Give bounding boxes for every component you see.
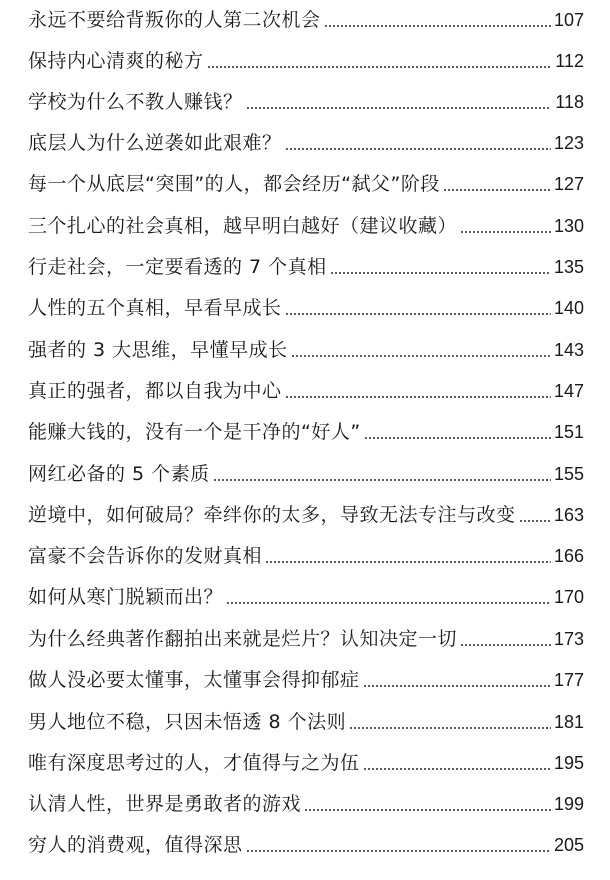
toc-entry-page: 140 <box>553 298 584 318</box>
dot-leader <box>519 520 551 522</box>
toc-entry-title: 保持内心清爽的秘方 <box>28 50 204 72</box>
toc-entry[interactable] <box>28 625 584 653</box>
dot-leader <box>226 602 551 604</box>
toc-entry[interactable] <box>28 253 584 281</box>
dot-leader <box>291 355 551 357</box>
toc-entry-page: 147 <box>553 381 584 401</box>
toc-entry-title: 人性的五个真相，早看早成长 <box>28 297 282 319</box>
toc-entry[interactable] <box>28 129 584 157</box>
toc-entry-title: 网红必备的 5 个素质 <box>28 463 210 485</box>
toc-entry[interactable] <box>28 418 584 446</box>
toc-entry[interactable] <box>28 708 584 736</box>
toc-entry-page: 199 <box>553 794 584 814</box>
toc-entry[interactable] <box>28 460 584 488</box>
toc-entry-title: 男人地位不稳，只因未悟透 8 个法则 <box>28 711 347 733</box>
dot-leader <box>460 644 551 646</box>
toc-entry[interactable] <box>28 212 584 240</box>
toc-entry-page: 123 <box>553 133 584 153</box>
toc-entry[interactable] <box>28 831 584 859</box>
toc-entry[interactable] <box>28 542 584 570</box>
toc-entry-title: 唯有深度思考过的人，才值得与之为伍 <box>28 752 360 774</box>
toc-entry-title: 学校为什么不教人赚钱？ <box>28 91 243 113</box>
dot-leader <box>285 148 551 150</box>
toc-entry-page: 112 <box>555 51 584 71</box>
toc-entry-title: 如何从寒门脱颖而出？ <box>28 586 224 608</box>
toc-entry-title: 行走社会，一定要看透的 7 个真相 <box>28 256 327 278</box>
toc-entry[interactable] <box>28 749 584 777</box>
toc-entry-title: 逆境中，如何破局？牵绊你的太多，导致无法专注与改变 <box>28 504 516 526</box>
toc-entry-page: 195 <box>553 753 584 773</box>
toc-entry[interactable] <box>28 501 584 529</box>
dot-leader <box>443 189 551 191</box>
dot-leader <box>324 25 551 27</box>
toc-entry-page: 163 <box>553 505 584 525</box>
toc-entry-page: 173 <box>553 629 584 649</box>
toc-entry-page: 177 <box>553 670 584 690</box>
dot-leader <box>330 272 551 274</box>
toc-entry[interactable] <box>28 294 584 322</box>
dot-leader <box>285 313 551 315</box>
toc-entry[interactable] <box>28 377 584 405</box>
dot-leader <box>364 437 551 439</box>
toc-entry-title: 富豪不会告诉你的发财真相 <box>28 545 263 567</box>
toc-entry[interactable] <box>28 583 584 611</box>
dot-leader <box>460 231 551 233</box>
toc-entry-page: 107 <box>553 10 584 30</box>
toc-entry-page: 166 <box>553 546 584 566</box>
dot-leader <box>213 479 551 481</box>
toc-entry-page: 143 <box>553 340 584 360</box>
toc-entry-page: 127 <box>553 174 584 194</box>
toc-entry-page: 130 <box>553 216 584 236</box>
toc-entry-page: 151 <box>553 422 584 442</box>
dot-leader <box>246 107 551 109</box>
toc-entry-page: 170 <box>553 587 584 607</box>
toc-entry-page: 118 <box>555 92 584 112</box>
toc-entry-title: 每一个从底层“突围”的人，都会经历“弑父”阶段 <box>28 173 440 195</box>
toc-entry-title: 认清人性，世界是勇敢者的游戏 <box>28 793 302 815</box>
dot-leader <box>285 396 551 398</box>
toc-entry-page: 205 <box>553 835 584 855</box>
toc-entry-title: 为什么经典著作翻拍出来就是烂片？认知决定一切 <box>28 628 458 650</box>
toc-entry[interactable] <box>28 6 584 34</box>
toc-entry[interactable] <box>28 790 584 818</box>
toc-entry-title: 穷人的消费观，值得深思 <box>28 834 243 856</box>
toc-entry-title: 做人没必要太懂事，太懂事会得抑郁症 <box>28 669 360 691</box>
dot-leader <box>363 768 551 770</box>
toc-entry-title: 强者的 3 大思维，早懂早成长 <box>28 339 288 361</box>
toc-entry-title: 真正的强者，都以自我为中心 <box>28 380 282 402</box>
toc-entry-title: 三个扎心的社会真相，越早明白越好（建议收藏） <box>28 215 458 237</box>
dot-leader <box>349 727 551 729</box>
dot-leader <box>207 66 551 68</box>
dot-leader <box>304 809 551 811</box>
toc-entry[interactable] <box>28 666 584 694</box>
toc-entry-title: 能赚大钱的，没有一个是干净的“好人” <box>28 421 361 443</box>
toc-entry[interactable] <box>28 336 584 364</box>
toc-entry[interactable] <box>28 88 584 116</box>
toc-entry-page: 155 <box>553 464 584 484</box>
dot-leader <box>265 561 551 563</box>
toc-entry[interactable] <box>28 170 584 198</box>
dot-leader <box>363 685 551 687</box>
toc-entry[interactable] <box>28 47 584 75</box>
toc-entry-title: 底层人为什么逆袭如此艰难？ <box>28 132 282 154</box>
toc-entry-page: 181 <box>553 712 584 732</box>
toc-entry-page: 135 <box>553 257 584 277</box>
toc-entry-title: 永远不要给背叛你的人第二次机会 <box>28 9 321 31</box>
dot-leader <box>246 850 551 852</box>
